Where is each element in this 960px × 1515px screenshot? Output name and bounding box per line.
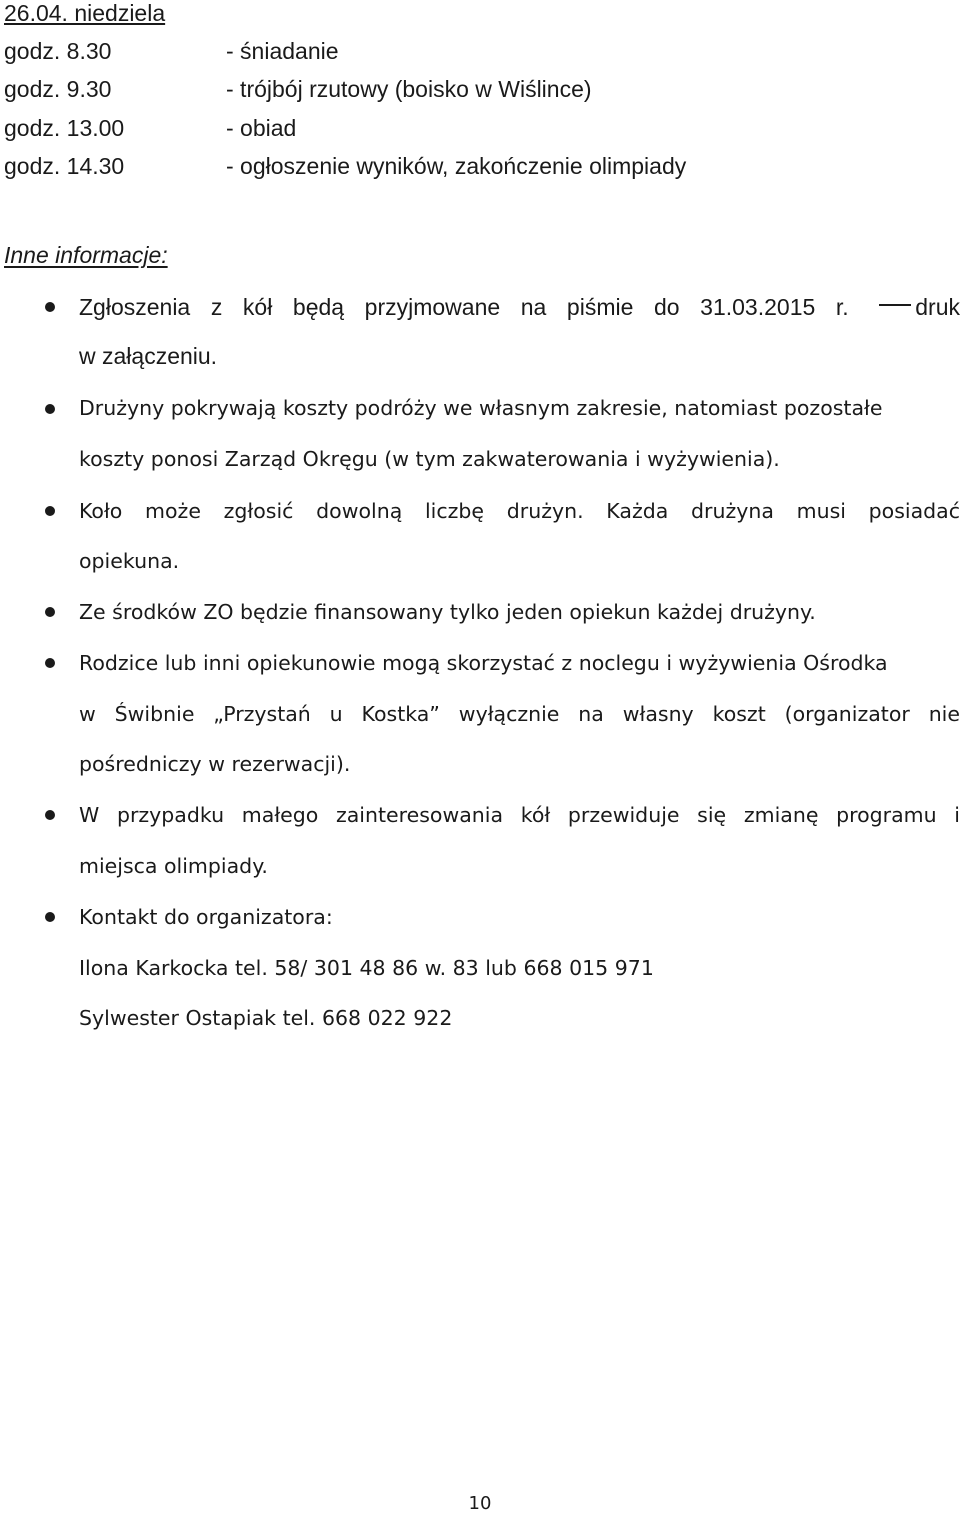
schedule-row bbox=[4, 38, 339, 65]
schedule-row bbox=[4, 76, 592, 103]
list-item-text: druk bbox=[915, 294, 960, 320]
list-item-line: W przypadku małego zainteresowania kół przewiduje się zmianę programu i bbox=[79, 803, 960, 827]
schedule-time: godz. 9.30 bbox=[4, 76, 112, 102]
list-item-line: opiekuna. bbox=[79, 549, 180, 573]
bullet-dot bbox=[45, 810, 55, 820]
list-item-line: w załączeniu. bbox=[79, 343, 218, 369]
bullet-dot bbox=[45, 912, 55, 922]
bullet-dot bbox=[45, 302, 55, 312]
list-item-line: Rodzice lub inni opiekunowie mogą skorzystać z noclegu i wyżywienia Ośrodka bbox=[79, 651, 888, 675]
contact-line: Ilona Karkocka tel. 58/ 301 48 86 w. 83 lub 668 015 971 bbox=[79, 956, 654, 980]
list-item-line bbox=[79, 294, 960, 321]
schedule-event: - trójbój rzutowy (boisko w Wiślince) bbox=[226, 76, 592, 102]
list-item-line: pośredniczy w rezerwacji). bbox=[79, 752, 351, 776]
list-item-line: miejsca olimpiady. bbox=[79, 854, 268, 878]
list-item-line: Kontakt do organizatora: bbox=[79, 905, 333, 929]
schedule-event: - obiad bbox=[226, 115, 297, 141]
day-title: 26.04. niedziela bbox=[4, 0, 166, 26]
list-item-line: Drużyny pokrywają koszty podróży we własnym zakresie, natomiast pozostałe bbox=[79, 396, 883, 420]
bullet-dot bbox=[45, 658, 55, 668]
page-number: 10 bbox=[468, 1493, 492, 1514]
list-item-line: Ze środków ZO będzie finansowany tylko jeden opiekun każdej drużyny. bbox=[79, 600, 816, 624]
schedule-time: godz. 8.30 bbox=[4, 38, 112, 64]
section-heading: Inne informacje: bbox=[4, 242, 168, 268]
bullet-dot bbox=[45, 607, 55, 617]
list-item-text: Zgłoszenia z kół będą przyjmowane na piśmie do 31.03.2015 r. bbox=[79, 294, 849, 320]
list-item-line: Koło może zgłosić dowolną liczbę drużyn. Każda drużyna musi posiadać bbox=[79, 499, 960, 523]
schedule-time: godz. 13.00 bbox=[4, 115, 125, 141]
dash-line bbox=[879, 304, 911, 306]
schedule-event: - śniadanie bbox=[226, 38, 339, 64]
schedule-row bbox=[4, 153, 686, 180]
schedule-row bbox=[4, 115, 296, 142]
bullet-dot bbox=[45, 506, 55, 516]
contact-line: Sylwester Ostapiak tel. 668 022 922 bbox=[79, 1006, 453, 1030]
list-item-line: w Świbnie „Przystań u Kostka” wyłącznie na własny koszt (organizator nie bbox=[79, 702, 960, 726]
list-item-line: koszty ponosi Zarząd Okręgu (w tym zakwaterowania i wyżywienia). bbox=[79, 447, 780, 471]
schedule-time: godz. 14.30 bbox=[4, 153, 125, 179]
bullet-dot bbox=[45, 404, 55, 414]
schedule-event: - ogłoszenie wyników, zakończenie olimpiady bbox=[226, 153, 687, 179]
